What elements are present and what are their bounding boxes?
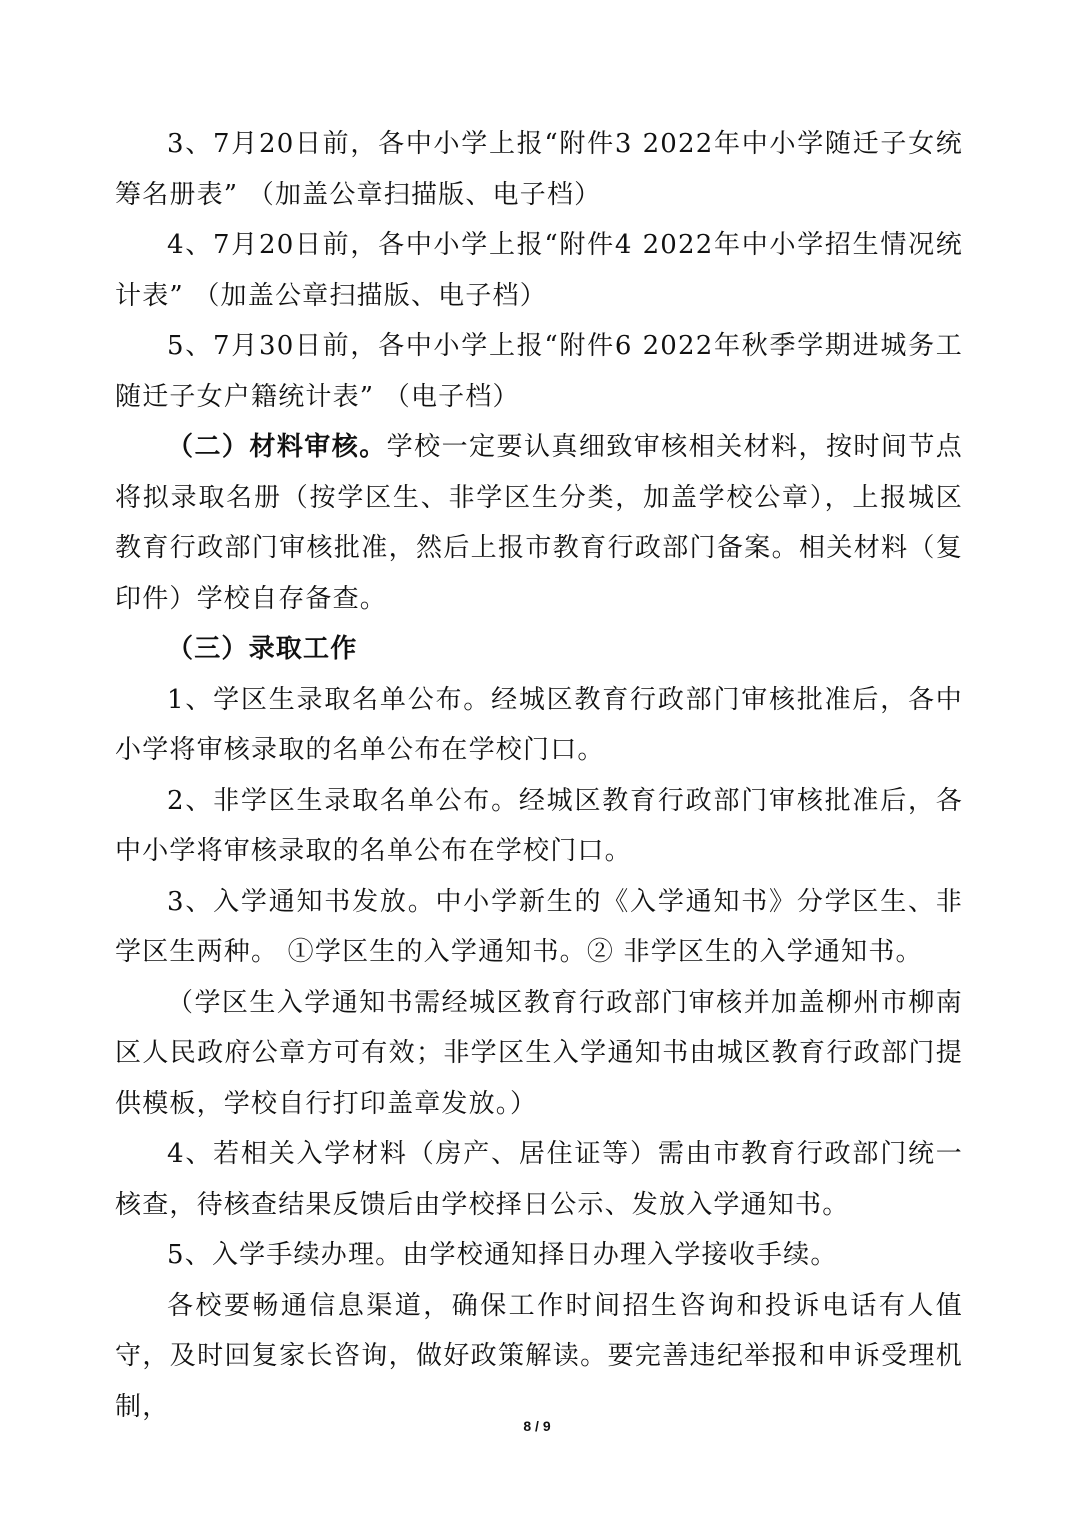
paragraph-attachment-3 bbox=[115, 119, 963, 220]
paragraph-attachment-4 bbox=[115, 220, 963, 321]
section-heading-material-review: （二）材料审核。 bbox=[167, 432, 387, 462]
section-heading-admission-work bbox=[115, 624, 963, 675]
section-heading-text: （三）录取工作 bbox=[167, 634, 358, 664]
paragraph-information-channels bbox=[115, 1281, 963, 1433]
paragraph-text: 2、非学区生录取名单公布。经城区教育行政部门审核批准后，各中小学将审核录取的名单公布在学校门口。 bbox=[115, 785, 963, 866]
document-body bbox=[115, 119, 963, 1432]
page-number: 8 / 9 bbox=[523, 1418, 551, 1434]
paragraph-text: （学区生入学通知书需经城区教育行政部门审核并加盖柳州市柳南区人民政府公章方可有效；非学区生入学通知书由城区教育行政部门提供模板，学校自行打印盖章发放。） bbox=[115, 987, 963, 1119]
paragraph-admission-notice bbox=[115, 877, 963, 978]
paragraph-district-student-list bbox=[115, 675, 963, 776]
paragraph-text: 3、7月20日前，各中小学上报“附件3 2022年中小学随迁子女统筹名册表” （加盖公章扫描版、电子档） bbox=[115, 129, 963, 210]
paragraph-text: 1、学区生录取名单公布。经城区教育行政部门审核批准后，各中小学将审核录取的名单公布在学校门口。 bbox=[115, 684, 963, 765]
paragraph-text: 5、7月30日前，各中小学上报“附件6 2022年秋季学期进城务工随迁子女户籍统计表” （电子档） bbox=[115, 331, 963, 412]
paragraph-text: 学校一定要认真细致审核相关材料，按时间节点将拟录取名册（按学区生、非学区生分类，加盖学校公章），上报城区教育行政部门审核批准，然后上报市教育行政部门备案。相关材料（复印件）学校自存备查。 bbox=[115, 432, 963, 614]
paragraph-attachment-6 bbox=[115, 321, 963, 422]
paragraph-text: 5、入学手续办理。由学校通知择日办理入学接收手续。 bbox=[167, 1240, 838, 1270]
paragraph-material-verification bbox=[115, 1129, 963, 1230]
paragraph-text: 各校要畅通信息渠道，确保工作时间招生咨询和投诉电话有人值守，及时回复家长咨询，做好政策解读。要完善违纪举报和申诉受理机制， bbox=[115, 1290, 963, 1422]
paragraph-text: 4、7月20日前，各中小学上报“附件4 2022年中小学招生情况统计表” （加盖公章扫描版、电子档） bbox=[115, 230, 963, 311]
paragraph-admission-notice-note bbox=[115, 978, 963, 1130]
paragraph-enrollment-procedures bbox=[115, 1230, 963, 1281]
paragraph-text: 3、入学通知书发放。中小学新生的《入学通知书》分学区生、非学区生两种。 ①学区生的入学通知书。② 非学区生的入学通知书。 bbox=[115, 886, 963, 967]
paragraph-material-review bbox=[115, 422, 963, 624]
paragraph-text: 4、若相关入学材料（房产、居住证等）需由市教育行政部门统一核查，待核查结果反馈后由学校择日公示、发放入学通知书。 bbox=[115, 1139, 963, 1220]
paragraph-non-district-student-list bbox=[115, 776, 963, 877]
